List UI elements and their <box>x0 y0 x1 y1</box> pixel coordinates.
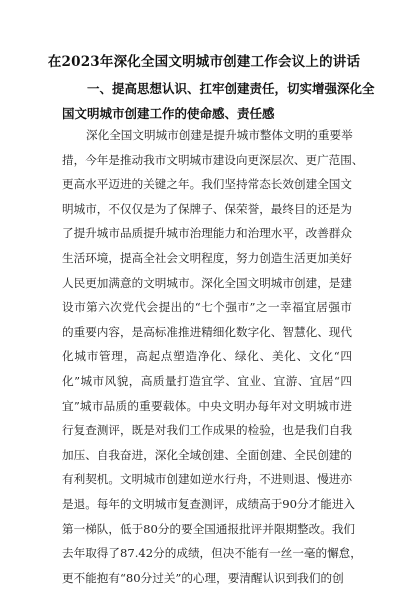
paragraph-line: 有利契机。文明城市创建如逆水行舟，不进则退、慢进亦 <box>62 472 352 487</box>
section-heading <box>62 76 375 126</box>
paragraph-line: 更不能抱有“80分过关”的心理，要清醒认识到我们的创 <box>62 570 344 585</box>
paragraph-line: 化城市管理，高起点塑造净化、绿化、美化、文化“四 <box>62 349 352 364</box>
paragraph-line: 生活环境，提高全社会文明程度，努力创造生活更加美好 <box>62 250 352 265</box>
document-title: 在2023年深化全国文明城市创建工作会议上的讲话 <box>47 54 361 70</box>
section-heading-line-1: 一、提高思想认识、扛牢创建责任，切实增强深化全 <box>87 81 375 96</box>
body-paragraph <box>62 123 364 590</box>
paragraph-line: 第一梯队，低于80分的要全国通报批评并限期整改。我们 <box>62 521 356 536</box>
paragraph-line: 深化全国文明城市创建是提升城市整体文明的重要举 <box>86 128 353 142</box>
paragraph-line: 的重要内容，是高标准推进精细化数字化、智慧化、现代 <box>62 324 352 339</box>
section-heading-line-2: 国文明城市创建工作的使命感、责任感 <box>62 106 275 121</box>
paragraph-line: 加压、自我奋进，深化全域创建、全面创建、全民创建的 <box>62 447 352 462</box>
paragraph-line: 去年取得了87.42分的成绩，但决不能有一丝一毫的懈怠， <box>62 546 362 561</box>
paragraph-line: 化”城市风貌，高质量打造宜学、宜业、宜游、宜居“四 <box>62 373 352 388</box>
paragraph-line: 是退。每年的文明城市复查测评，成绩高于90分才能进入 <box>62 496 356 511</box>
paragraph-line: 了提升城市品质提升城市治理能力和治理水平，改善群众 <box>62 226 352 241</box>
paragraph-line: 行复查测评，既是对我们工作成果的检验，也是我们自我 <box>62 423 352 438</box>
paragraph-line: 人民更加满意的文明城市。深化全国文明城市创建，是建 <box>62 275 352 290</box>
paragraph-line: 明城市，不仅仅是为了保牌子、保荣誉，最终目的还是为 <box>62 201 352 216</box>
paragraph-line: 设市第六次党代会提出的“七个强市”之一幸福宜居强市 <box>62 300 352 315</box>
paragraph-line: 宜”城市品质的重要载体。中央文明办每年对文明城市进 <box>62 398 352 413</box>
paragraph-line: 措，今年是推动我市文明城市建设向更深层次、更广范围、 <box>62 152 364 167</box>
paragraph-line: 更高水平迈进的关键之年。我们坚持常态长效创建全国文 <box>62 177 352 192</box>
